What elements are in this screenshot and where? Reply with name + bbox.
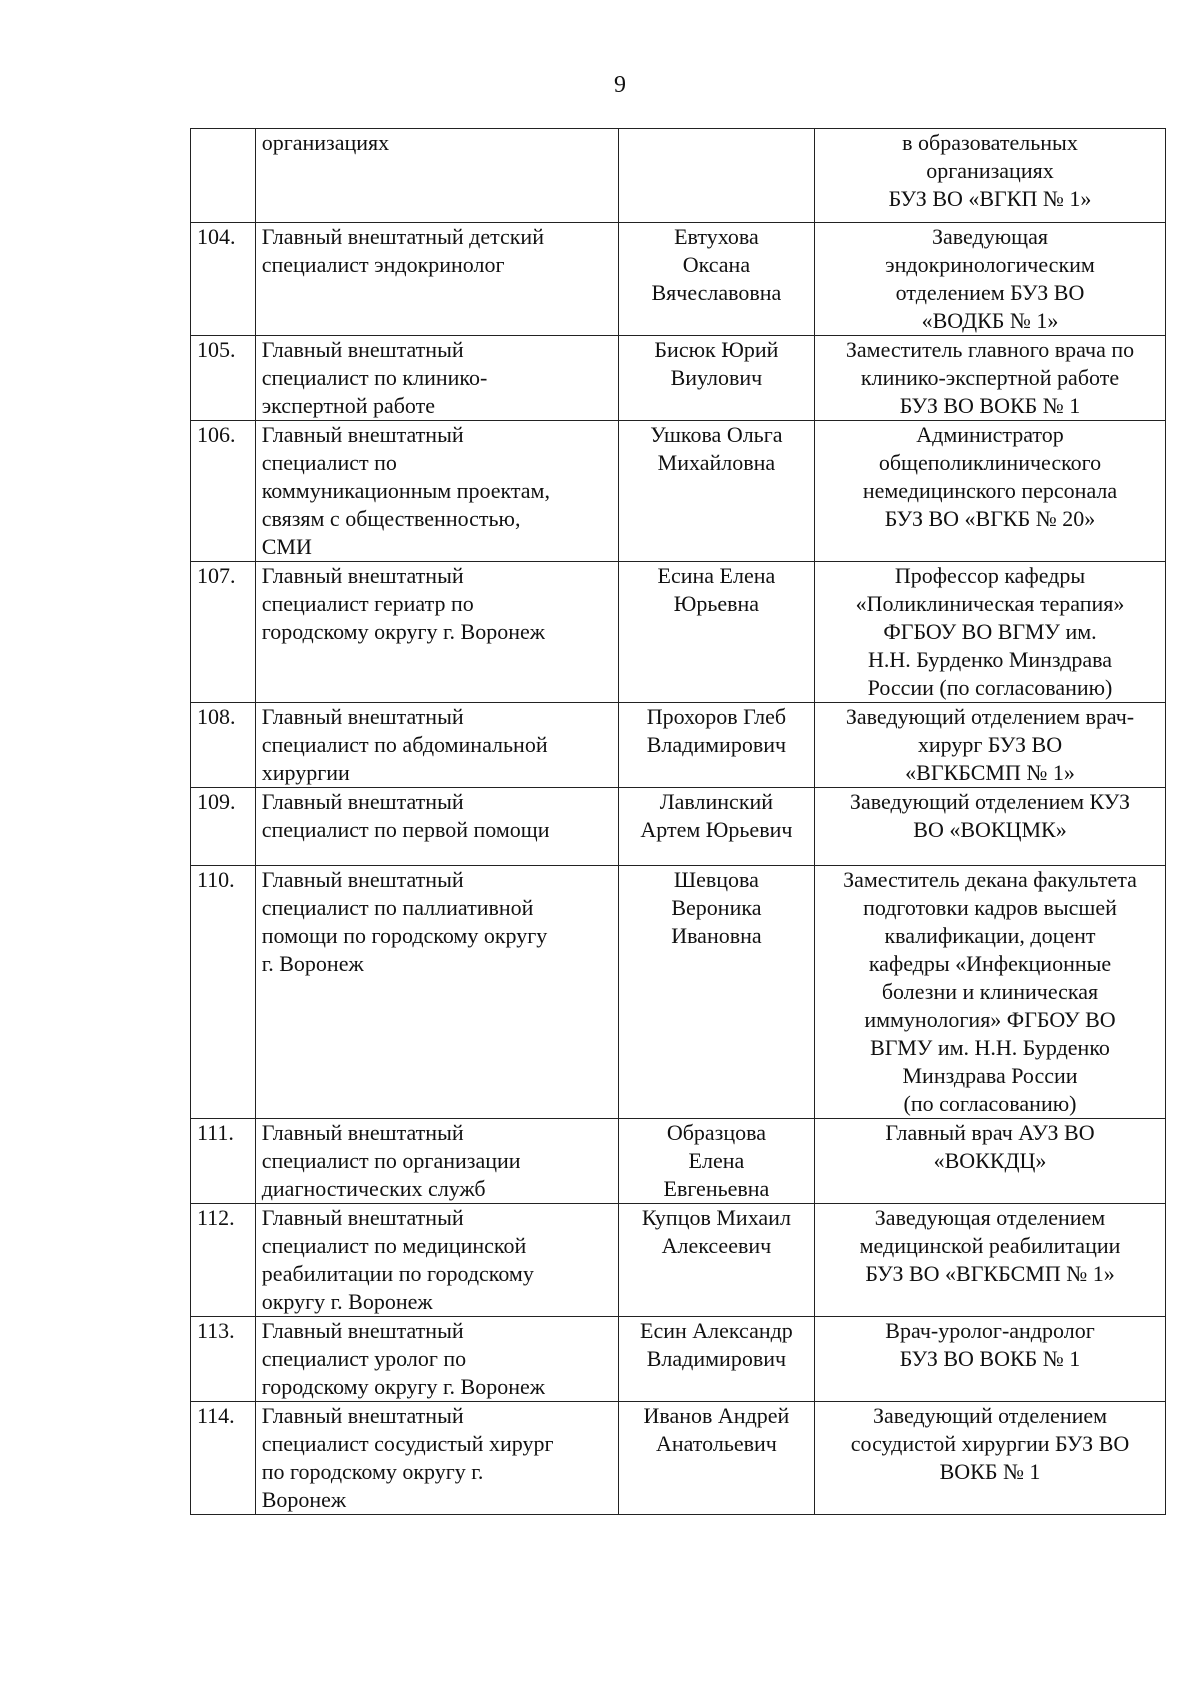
row-number: 110. <box>197 867 235 892</box>
position-title-cell <box>255 1317 618 1402</box>
position-title-line: специалист по паллиативной <box>261 895 534 920</box>
position-title-line: Главный внештатный <box>261 1403 464 1428</box>
workplace-line: БУЗ ВО ВОКБ № 1 <box>899 393 1081 418</box>
person-name-line: Вячеславовна <box>651 280 782 305</box>
position-title-line: Главный внештатный <box>261 337 464 362</box>
position-title-line: специалист по клинико- <box>261 365 488 390</box>
workplace-line: отделением БУЗ ВО <box>895 280 1085 305</box>
position-title-line: специалист по организации <box>261 1148 521 1173</box>
row-number: 105. <box>197 337 236 362</box>
workplace-line: Администратор <box>916 422 1064 447</box>
workplace-line: Заведующий отделением врач- <box>845 704 1135 729</box>
workplace-line: эндокринологическим <box>885 252 1095 277</box>
person-name-line: Артем Юрьевич <box>640 817 793 842</box>
person-name-line: Есин Александр <box>640 1318 793 1343</box>
position-title-cell <box>255 562 618 703</box>
position-title-line: специалист по медицинской <box>261 1233 527 1258</box>
page-number: 9 <box>614 72 626 98</box>
row-number: 104. <box>197 224 236 249</box>
row-number-cell <box>191 1119 256 1204</box>
workplace-line: Минздрава России <box>902 1063 1078 1088</box>
person-name-line: Купцов Михаил <box>641 1205 791 1230</box>
workplace-line: Заведующая отделением <box>874 1205 1106 1230</box>
person-name-line: Иванов Андрей <box>643 1403 790 1428</box>
person-name-cell <box>618 703 814 788</box>
workplace-line: кафедры «Инфекционные <box>868 951 1112 976</box>
table-row <box>191 866 1166 1119</box>
person-name-cell <box>618 336 814 421</box>
person-name-cell <box>618 421 814 562</box>
row-number-cell <box>191 1402 256 1515</box>
workplace-line: «ВОДКБ № 1» <box>921 308 1059 333</box>
position-title-line: Воронеж <box>261 1487 347 1512</box>
position-title-line: связям с общественностью, <box>261 506 521 531</box>
workplace-cell <box>815 336 1166 421</box>
position-title-cell <box>255 788 618 866</box>
table-row <box>191 1402 1166 1515</box>
position-title-line: Главный внештатный <box>261 563 464 588</box>
table-row <box>191 223 1166 336</box>
workplace-line: хирург БУЗ ВО <box>917 732 1063 757</box>
workplace-line: БУЗ ВО ВОКБ № 1 <box>899 1346 1081 1371</box>
table-row <box>191 421 1166 562</box>
person-name-line: Владимирович <box>646 732 787 757</box>
position-title-line: г. Воронеж <box>261 951 364 976</box>
workplace-line: болезни и клиническая <box>881 979 1099 1004</box>
workplace-line: подготовки кадров высшей <box>863 895 1117 920</box>
table-row <box>191 562 1166 703</box>
workplace-line: (по согласованию) <box>903 1091 1077 1116</box>
workplace-line: БУЗ ВО «ВГКП № 1» <box>888 186 1092 211</box>
workplace-cell <box>815 223 1166 336</box>
position-title-line: хирургии <box>261 760 350 785</box>
workplace-line: иммунология» ФГБОУ ВО <box>864 1007 1116 1032</box>
position-title-cell <box>255 1204 618 1317</box>
person-name-line: Евтухова <box>674 224 759 249</box>
row-number: 108. <box>197 704 236 729</box>
workplace-line: БУЗ ВО «ВГКБСМП № 1» <box>865 1261 1115 1286</box>
position-title-line: специалист гериатр по <box>261 591 474 616</box>
workplace-line: ВОКБ № 1 <box>939 1459 1041 1484</box>
position-title-line: округу г. Воронеж <box>261 1289 433 1314</box>
workplace-line: БУЗ ВО «ВГКБ № 20» <box>884 506 1096 531</box>
person-name-line: Владимирович <box>646 1346 787 1371</box>
position-title-line: Главный внештатный <box>261 422 464 447</box>
person-name-line: Алексеевич <box>661 1233 772 1258</box>
person-name-cell <box>618 1204 814 1317</box>
position-title-line: специалист по абдоминальной <box>261 732 548 757</box>
position-title-cell <box>255 336 618 421</box>
position-title-line: Главный внештатный <box>261 789 464 814</box>
row-number-cell <box>191 1204 256 1317</box>
position-title-cell <box>255 421 618 562</box>
person-name-cell <box>618 1119 814 1204</box>
position-title-cell <box>255 703 618 788</box>
position-title-line: Главный внештатный <box>261 1205 464 1230</box>
workplace-line: клинико-экспертной работе <box>860 365 1120 390</box>
workplace-line: общеполиклинического <box>878 450 1102 475</box>
workplace-line: Заместитель главного врача по <box>845 337 1135 362</box>
position-title-line: Главный внештатный <box>261 1120 464 1145</box>
position-title-line: организациях <box>261 130 390 155</box>
workplace-cell <box>815 1119 1166 1204</box>
position-title-line: городскому округу г. Воронеж <box>261 1374 545 1399</box>
workplace-line: Профессор кафедры <box>894 563 1086 588</box>
workplace-line: Н.Н. Бурденко Минздрава <box>867 647 1113 672</box>
person-name-cell <box>618 1317 814 1402</box>
table-row <box>191 336 1166 421</box>
workplace-line: в образовательных <box>902 130 1078 155</box>
workplace-line: ВГМУ им. Н.Н. Бурденко <box>870 1035 1110 1060</box>
workplace-line: Заведующая <box>932 224 1048 249</box>
table-row <box>191 1204 1166 1317</box>
position-title-line: СМИ <box>261 534 312 559</box>
table-row <box>191 129 1166 223</box>
position-title-line: реабилитации по городскому <box>261 1261 534 1286</box>
workplace-cell <box>815 1204 1166 1317</box>
workplace-cell <box>815 703 1166 788</box>
person-name-cell <box>618 129 814 223</box>
position-title-cell <box>255 129 618 223</box>
row-number: 109. <box>197 789 236 814</box>
table-row <box>191 788 1166 866</box>
person-name-line: Анатольевич <box>655 1431 777 1456</box>
position-title-line: Главный внештатный <box>261 1318 464 1343</box>
person-name-line: Виулович <box>670 365 763 390</box>
workplace-line: Заведующий отделением <box>872 1403 1108 1428</box>
position-title-cell <box>255 1119 618 1204</box>
person-name-cell <box>618 1402 814 1515</box>
workplace-line: «Поликлиническая терапия» <box>855 591 1125 616</box>
workplace-cell <box>815 562 1166 703</box>
person-name-line: Евгеньевна <box>663 1176 770 1201</box>
row-number: 112. <box>197 1205 235 1230</box>
workplace-line: медицинской реабилитации <box>859 1233 1121 1258</box>
position-title-cell <box>255 1402 618 1515</box>
row-number: 111. <box>197 1120 234 1145</box>
workplace-line: немедицинского персонала <box>862 478 1118 503</box>
row-number: 106. <box>197 422 236 447</box>
table-body <box>191 129 1166 1515</box>
position-title-line: Главный внештатный детский <box>261 224 544 249</box>
person-name-line: Шевцова <box>673 867 759 892</box>
position-title-line: коммуникационным проектам, <box>261 478 550 503</box>
row-number-cell <box>191 336 256 421</box>
person-name-line: Вероника <box>671 895 762 920</box>
workplace-line: «ВГКБСМП № 1» <box>905 760 1075 785</box>
position-title-line: специалист по <box>261 450 397 475</box>
person-name-cell <box>618 866 814 1119</box>
table-row <box>191 1317 1166 1402</box>
position-title-line: специалист эндокринолог <box>261 252 505 277</box>
person-name-line: Ивановна <box>671 923 762 948</box>
position-title-line: Главный внештатный <box>261 867 464 892</box>
workplace-line: «ВОККДЦ» <box>933 1148 1047 1173</box>
position-title-line: помощи по городскому округу <box>261 923 548 948</box>
person-name-cell <box>618 562 814 703</box>
row-number-cell <box>191 1317 256 1402</box>
position-title-line: Главный внештатный <box>261 704 464 729</box>
workplace-line: квалификации, доцент <box>884 923 1096 948</box>
row-number-cell <box>191 788 256 866</box>
row-number-cell <box>191 703 256 788</box>
workplace-line: Заместитель декана факультета <box>843 867 1137 892</box>
position-title-line: специалист уролог по <box>261 1346 467 1371</box>
person-name-line: Образцова <box>666 1120 766 1145</box>
position-title-cell <box>255 223 618 336</box>
position-title-line: диагностических служб <box>261 1176 486 1201</box>
workplace-line: организациях <box>926 158 1054 183</box>
row-number-cell <box>191 223 256 336</box>
workplace-cell <box>815 1402 1166 1515</box>
person-name-line: Ушкова Ольга <box>650 422 783 447</box>
position-title-line: специалист сосудистый хирург <box>261 1431 554 1456</box>
table-row <box>191 1119 1166 1204</box>
row-number: 114. <box>197 1403 235 1428</box>
workplace-line: Врач-уролог-андролог <box>885 1318 1095 1343</box>
person-name-cell <box>618 223 814 336</box>
row-number: 113. <box>197 1318 235 1343</box>
workplace-cell <box>815 421 1166 562</box>
row-number-cell <box>191 129 256 223</box>
row-number-cell <box>191 562 256 703</box>
person-name-line: Лавлинский <box>659 789 774 814</box>
row-number-cell <box>191 421 256 562</box>
workplace-line: Главный врач АУЗ ВО <box>885 1120 1095 1145</box>
row-number-cell <box>191 866 256 1119</box>
position-title-cell <box>255 866 618 1119</box>
person-name-line: Прохоров Глеб <box>646 704 787 729</box>
position-title-line: по городскому округу г. <box>261 1459 484 1484</box>
person-name-line: Есина Елена <box>657 563 776 588</box>
person-name-cell <box>618 788 814 866</box>
workplace-cell <box>815 866 1166 1119</box>
position-title-line: экспертной работе <box>261 393 436 418</box>
person-name-line: Михайловна <box>657 450 776 475</box>
position-title-line: городскому округу г. Воронеж <box>261 619 545 644</box>
workplace-cell <box>815 1317 1166 1402</box>
table-row <box>191 703 1166 788</box>
person-name-line: Бисюк Юрий <box>654 337 779 362</box>
workplace-line: ВО «ВОКЦМК» <box>913 817 1067 842</box>
person-name-line: Оксана <box>682 252 751 277</box>
workplace-line: сосудистой хирургии БУЗ ВО <box>850 1431 1130 1456</box>
position-title-line: специалист по первой помощи <box>261 817 550 842</box>
person-name-line: Юрьевна <box>673 591 760 616</box>
workplace-line: ФГБОУ ВО ВГМУ им. <box>883 619 1097 644</box>
workplace-cell <box>815 788 1166 866</box>
workplace-line: Заведующий отделением КУЗ <box>849 789 1131 814</box>
person-name-line: Елена <box>688 1148 745 1173</box>
workplace-line: России (по согласованию) <box>867 675 1113 700</box>
row-number: 107. <box>197 563 236 588</box>
workplace-cell <box>815 129 1166 223</box>
specialists-table <box>190 128 1166 1515</box>
